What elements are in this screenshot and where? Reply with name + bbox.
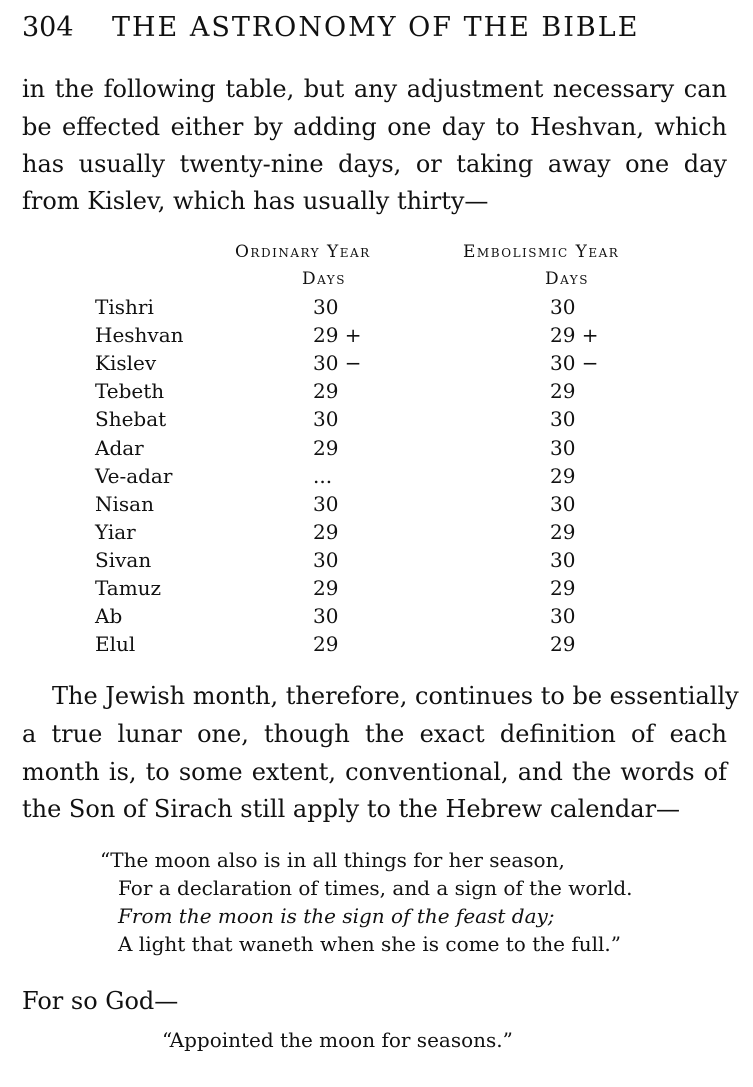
month-name: Adar: [95, 435, 144, 460]
embolismic-days-value: 29: [550, 632, 576, 657]
month-name: Tamuz: [95, 576, 162, 600]
body-line: the Son of Sirach still apply to the Hebrew calendar—: [22, 795, 681, 823]
intro-line: in the following table, but any adjustment necessary can: [22, 75, 727, 103]
intro-line: be effected either by adding one day to Heshvan, which: [22, 113, 727, 141]
closing-line: For so God—: [22, 987, 179, 1015]
ordinary-days-value: 30: [313, 491, 339, 516]
ordinary-days-value: 30 −: [313, 351, 362, 376]
embolismic-days-heading: Days: [545, 269, 589, 289]
page-header: [22, 12, 732, 48]
ordinary-days-value: 30: [313, 295, 339, 319]
month-name: Heshvan: [95, 323, 184, 348]
quote-line: For a declaration of times, and a sign of the world.: [118, 876, 633, 900]
ordinary-days-value: ...: [313, 463, 333, 488]
embolismic-days-value: 30 −: [550, 351, 599, 376]
embolismic-days-value: 30: [550, 491, 576, 516]
quote-line: From the moon is the sign of the feast day;: [118, 904, 555, 928]
ordinary-days-value: 29: [313, 519, 339, 544]
intro-line: has usually twenty-nine days, or taking away one day: [22, 150, 727, 178]
month-name: Ve-adar: [95, 463, 173, 488]
quote-line: A light that waneth when she is come to the full.”: [118, 932, 621, 956]
month-name: Yiar: [95, 519, 136, 544]
month-name: Elul: [95, 632, 136, 657]
embolismic-days-value: 29 +: [550, 323, 599, 348]
month-name: Ab: [95, 604, 123, 629]
ordinary-days-value: 29: [313, 379, 339, 404]
body-line: a true lunar one, though the exact definition of each: [22, 720, 727, 748]
embolismic-days-value: 29: [550, 519, 576, 544]
month-name: Kislev: [95, 351, 157, 376]
ordinary-days-value: 29: [313, 632, 339, 657]
ordinary-days-value: 30: [313, 604, 339, 629]
intro-line: from Kislev, which has usually thirty—: [22, 187, 489, 215]
embolismic-days-value: 30: [550, 547, 576, 572]
month-name: Sivan: [95, 547, 152, 572]
ordinary-days-value: 30: [313, 547, 339, 572]
embolismic-days-value: 29: [550, 379, 576, 404]
embolismic-days-value: 29: [550, 576, 576, 600]
ordinary-days-heading: Days: [302, 269, 346, 289]
running-title: THE ASTRONOMY OF THE BIBLE: [112, 12, 640, 43]
quote-line: “The moon also is in all things for her season,: [100, 848, 565, 872]
ordinary-days-value: 29: [313, 576, 339, 600]
ordinary-days-value: 30: [313, 407, 339, 432]
month-name: Tishri: [95, 295, 154, 319]
month-name: Tebeth: [95, 379, 165, 404]
body-line: month is, to some extent, conventional, and the words of: [22, 758, 727, 786]
embolismic-days-value: 29: [550, 463, 576, 488]
embolismic-days-value: 30: [550, 295, 576, 319]
embolismic-days-value: 30: [550, 435, 576, 460]
page-number: 304: [22, 12, 74, 43]
final-quote: “Appointed the moon for seasons.”: [162, 1028, 513, 1052]
ordinary-year-heading: Ordinary Year: [235, 242, 371, 262]
embolismic-days-value: 30: [550, 604, 576, 629]
ordinary-days-value: 29: [313, 435, 339, 460]
embolismic-days-value: 30: [550, 407, 576, 432]
month-name: Shebat: [95, 407, 167, 432]
ordinary-days-value: 29 +: [313, 323, 362, 348]
embolismic-year-heading: Embolismic Year: [463, 242, 620, 262]
month-name: Nisan: [95, 491, 154, 516]
body-line: The Jewish month, therefore, continues to be essentially: [52, 682, 739, 710]
